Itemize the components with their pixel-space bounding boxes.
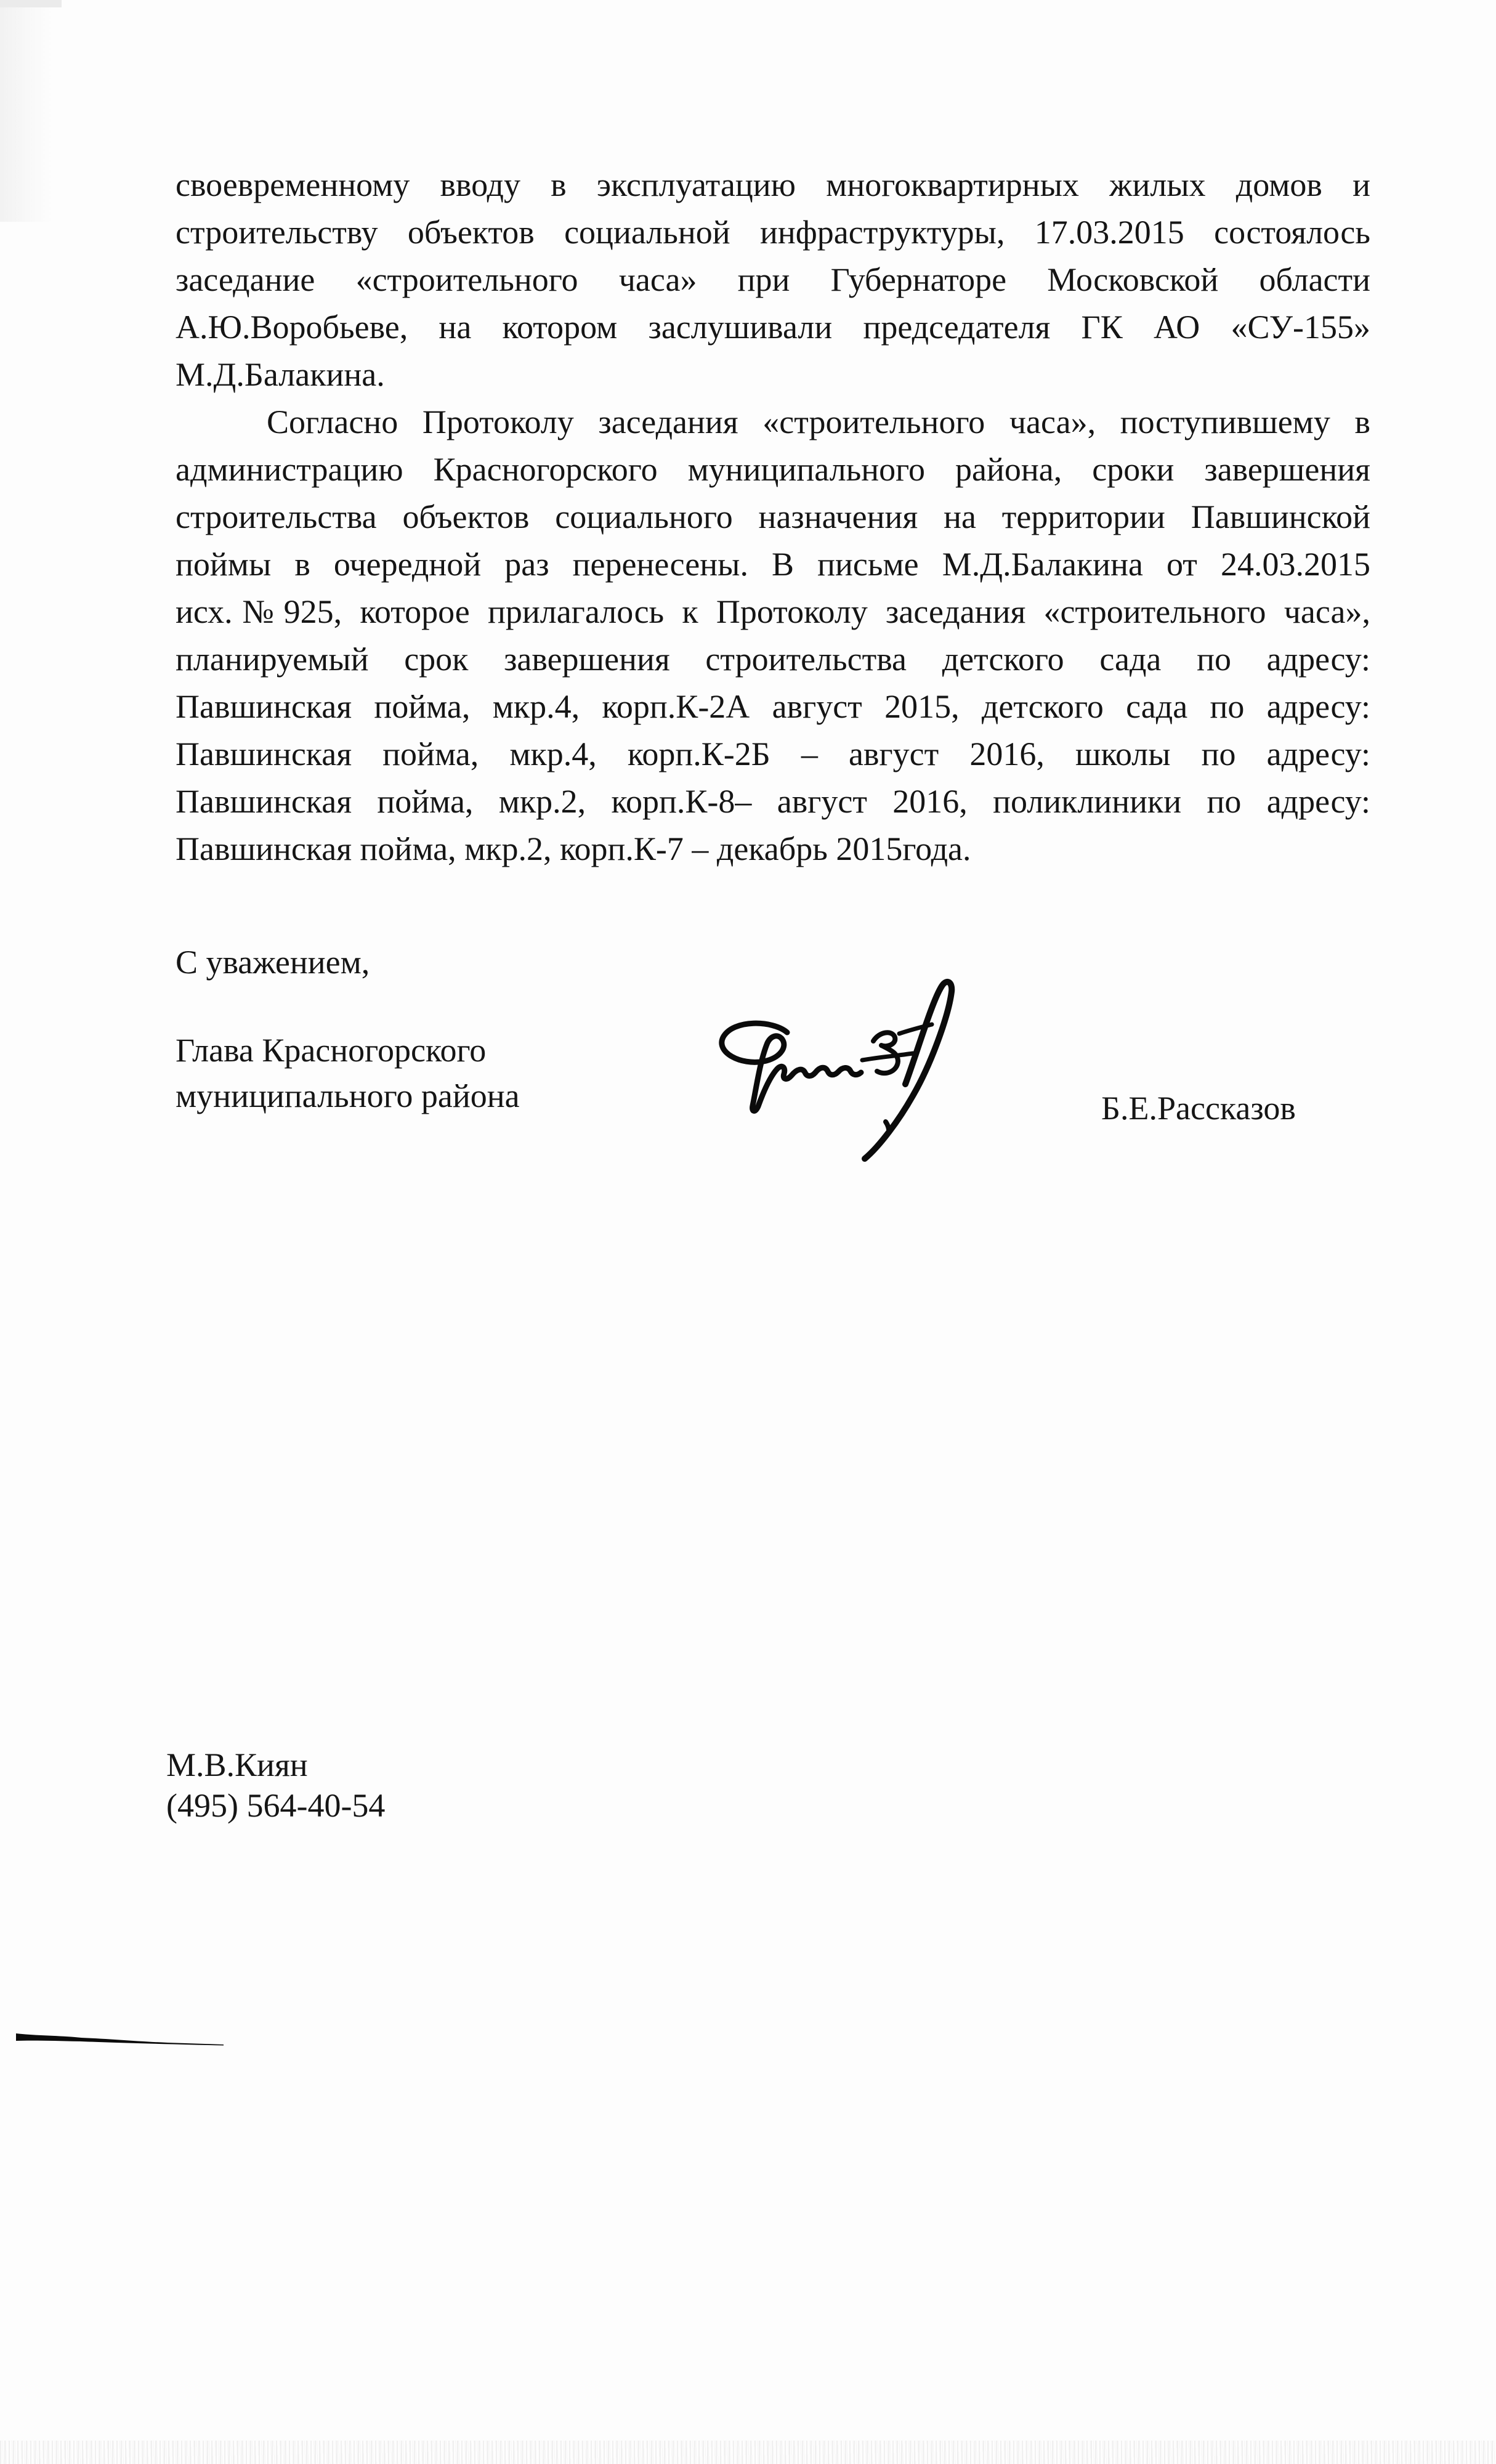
body-line: администрацию Красногорского муниципального района, сроки завершения <box>176 451 1370 488</box>
signer-title-line1: Глава Красногорского <box>176 1032 487 1069</box>
body-line: Согласно Протоколу заседания «строительного часа», поступившему в <box>267 403 1370 440</box>
salutation: С уважением, <box>176 944 370 981</box>
body-paragraph-2 <box>176 399 1370 873</box>
body-line: Павшинская пойма, мкр.4, корп.К-2Б – август 2016, школы по адресу: <box>176 736 1370 772</box>
signer-title <box>176 1027 520 1119</box>
body-line: А.Ю.Воробьеве, на котором заслушивали председателя ГК АО «СУ-155» <box>176 309 1370 346</box>
body-line: строительства объектов социального назначения на территории Павшинской <box>176 498 1370 535</box>
scan-smudge <box>0 0 62 222</box>
body-line: Павшинская пойма, мкр.2, корп.К-8– август 2016, поликлиники по адресу: <box>176 783 1370 820</box>
handwritten-signature-icon <box>714 978 979 1169</box>
signer-title-line2: муниципального района <box>176 1077 520 1114</box>
executor-block <box>166 1745 385 1826</box>
body-line: Павшинская пойма, мкр.4, корп.К-2А август 2015, детского сада по адресу: <box>176 688 1370 725</box>
body-line: заседание «строительного часа» при Губернаторе Московской области <box>176 261 1370 298</box>
body-paragraph-1 <box>176 161 1370 399</box>
body-line: строительству объектов социальной инфраструктуры, 17.03.2015 состоялось <box>176 214 1370 251</box>
executor-name: М.В.Киян <box>166 1746 308 1783</box>
body-line: планируемый срок завершения строительства детского сада по адресу: <box>176 641 1370 678</box>
scan-noise-band <box>0 2441 1496 2464</box>
body-line: исх.№925, которое прилагалось к Протоколу заседания «строительного часа», <box>176 593 1370 630</box>
executor-phone: (495) 564-40-54 <box>166 1787 386 1824</box>
body-line: поймы в очередной раз перенесены. В письме М.Д.Балакина от 24.03.2015 <box>176 546 1370 583</box>
body-line: М.Д.Балакина. <box>176 356 385 393</box>
body-line: Павшинская пойма, мкр.2, корп.К-7 – декабрь 2015года. <box>176 830 971 867</box>
signer-name: Б.Е.Рассказов <box>1101 1090 1296 1127</box>
scan-artifact-line <box>14 2028 229 2049</box>
body-line: своевременному вводу в эксплуатацию многоквартирных жилых домов и <box>176 166 1370 203</box>
